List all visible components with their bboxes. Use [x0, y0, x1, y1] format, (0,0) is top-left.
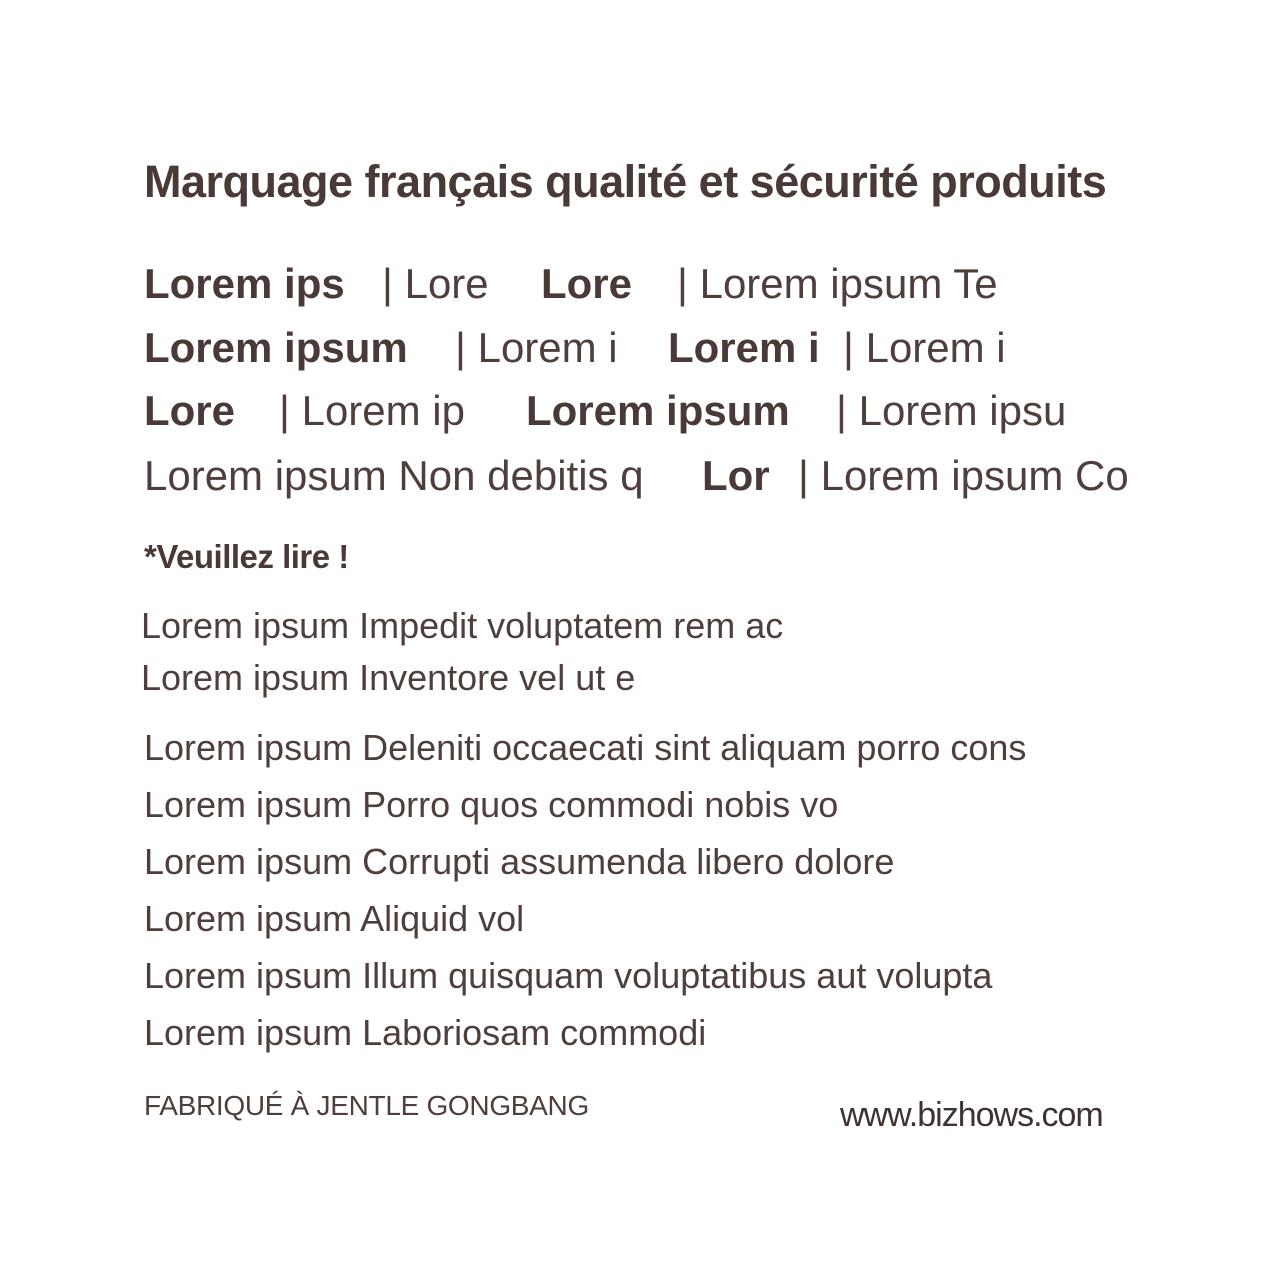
spec-value: | Lorem ipsum Te [677, 260, 998, 307]
spec-value: | Lorem i [455, 324, 618, 371]
page-title: Marquage français qualité et sécurité produits [144, 156, 1107, 207]
spec-label: Lore [541, 260, 633, 307]
detail-line: Lorem ipsum Illum quisquam voluptatibus aut volupta [144, 955, 993, 996]
spec-value: | Lore [382, 260, 489, 307]
spec-label: Lore [144, 387, 236, 434]
detail-line: Lorem ipsum Corrupti assumenda libero dolore [144, 841, 895, 882]
spec-value: | Lorem ipsum Co [798, 452, 1129, 499]
website-link[interactable]: www.bizhows.com [840, 1096, 1103, 1134]
spec-value: | Lorem ip [279, 387, 465, 434]
spec-label: Lorem i [668, 324, 820, 371]
spec-value: | Lorem i [843, 324, 1006, 371]
notice-line: Lorem ipsum Impedit voluptatem rem ac [141, 605, 784, 646]
spec-value: | Lorem ipsu [836, 387, 1067, 434]
spec-label: Lorem ipsum [526, 387, 790, 434]
spec-label: Lor [702, 452, 770, 499]
spec-label: Lorem ipsum [144, 324, 408, 371]
notice-line: Lorem ipsum Inventore vel ut e [141, 657, 636, 698]
detail-line: Lorem ipsum Porro quos commodi nobis vo [144, 784, 839, 825]
made-in-label: FABRIQUÉ À JENTLE GONGBANG [144, 1090, 589, 1121]
detail-line: Lorem ipsum Deleniti occaecati sint aliquam porro cons [144, 727, 1027, 768]
detail-line: Lorem ipsum Laboriosam commodi [144, 1012, 707, 1053]
spec-value: Lorem ipsum Non debitis q [144, 452, 644, 499]
detail-line: Lorem ipsum Aliquid vol [144, 898, 525, 939]
notice-heading: *Veuillez lire ! [144, 538, 349, 575]
spec-label: Lorem ips [144, 260, 345, 307]
